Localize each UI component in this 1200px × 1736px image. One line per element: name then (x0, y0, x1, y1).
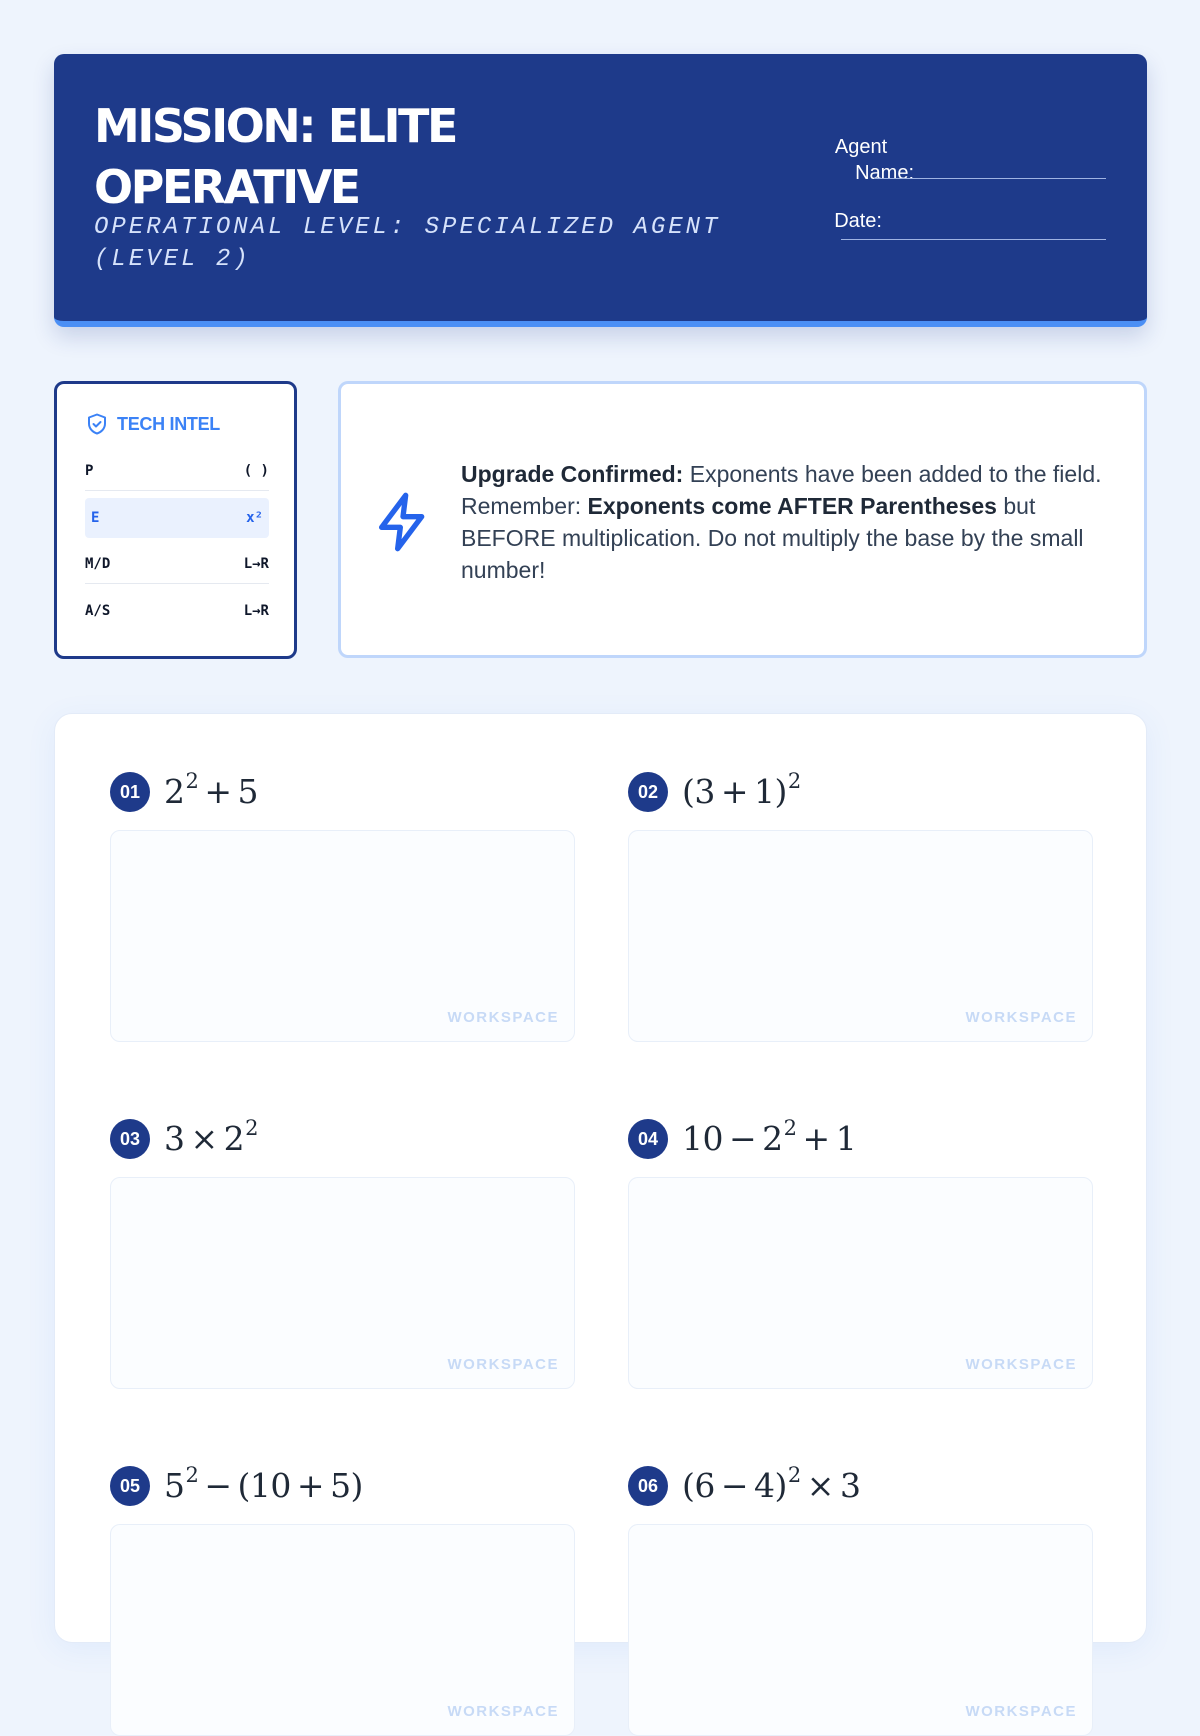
problem-expression: $5^2 - (10 + 5)$ (164, 1463, 363, 1505)
mission-header (54, 54, 1147, 327)
problem-expression: $(3 + 1)^2$ (682, 769, 801, 811)
workspace-area[interactable] (110, 1177, 575, 1389)
problem-6 (628, 1460, 1093, 1720)
workspace-area[interactable] (110, 830, 575, 1042)
notice-text: Upgrade Confirmed: Exponents have been added to the field. Remember: Exponents come AFTER Parentheses but BEFORE multiplication. Do not multiply the base by the small number! (461, 461, 1102, 583)
problem-number-badge: 05 (110, 1466, 150, 1506)
problem-number-badge: 02 (628, 772, 668, 812)
workspace-label: WORKSPACE (447, 1703, 559, 1720)
problem-expression: $2^2 + 5$ (164, 769, 259, 811)
problem-3 (110, 1113, 575, 1373)
problem-1 (110, 766, 575, 1026)
intel-row-multiply-divide: M/D L→R (85, 544, 269, 584)
workspace-label: WORKSPACE (965, 1356, 1077, 1373)
problem-4 (628, 1113, 1093, 1373)
workspace-area[interactable] (628, 830, 1093, 1042)
problem-number-badge: 04 (628, 1119, 668, 1159)
intel-row-exponents: E x² (85, 498, 269, 538)
problem-number-badge: 06 (628, 1466, 668, 1506)
workspace-label: WORKSPACE (965, 1009, 1077, 1026)
problem-2 (628, 766, 1093, 1026)
intel-row-parentheses: P ( ) (85, 451, 269, 491)
lightning-bolt-icon (371, 490, 435, 554)
agent-name-field[interactable] (874, 178, 1106, 179)
problem-expression: $(6 - 4)^2 \times 3$ (682, 1463, 861, 1505)
date-field[interactable] (841, 239, 1106, 240)
workspace-label: WORKSPACE (447, 1009, 559, 1026)
workspace-label: WORKSPACE (965, 1703, 1077, 1720)
shield-check-icon (85, 412, 109, 436)
workspace-area[interactable] (628, 1524, 1093, 1736)
agent-name-label: Agent Name: (834, 136, 914, 184)
problem-expression: $3 \times 2^2$ (164, 1116, 259, 1158)
tech-intel-header (85, 412, 220, 436)
upgrade-notice (338, 381, 1147, 658)
problem-expression: $10 - 2^2 + 1$ (682, 1116, 857, 1158)
intel-row-add-subtract: A/S L→R (85, 603, 269, 619)
workspace-area[interactable] (110, 1524, 575, 1736)
workspace-label: WORKSPACE (447, 1356, 559, 1373)
date-label: Date: (834, 210, 882, 232)
problem-number-badge: 01 (110, 772, 150, 812)
tech-intel-title: TECH INTEL (117, 413, 220, 434)
tech-intel-card (54, 381, 297, 659)
workspace-area[interactable] (628, 1177, 1093, 1389)
problem-5 (110, 1460, 575, 1720)
problem-number-badge: 03 (110, 1119, 150, 1159)
page-subtitle: OPERATIONAL LEVEL: SPECIALIZED AGENT (LEVEL 2) (94, 214, 721, 273)
page-title: MISSION: ELITE OPERATIVE (94, 99, 456, 214)
problems-panel (54, 713, 1147, 1720)
